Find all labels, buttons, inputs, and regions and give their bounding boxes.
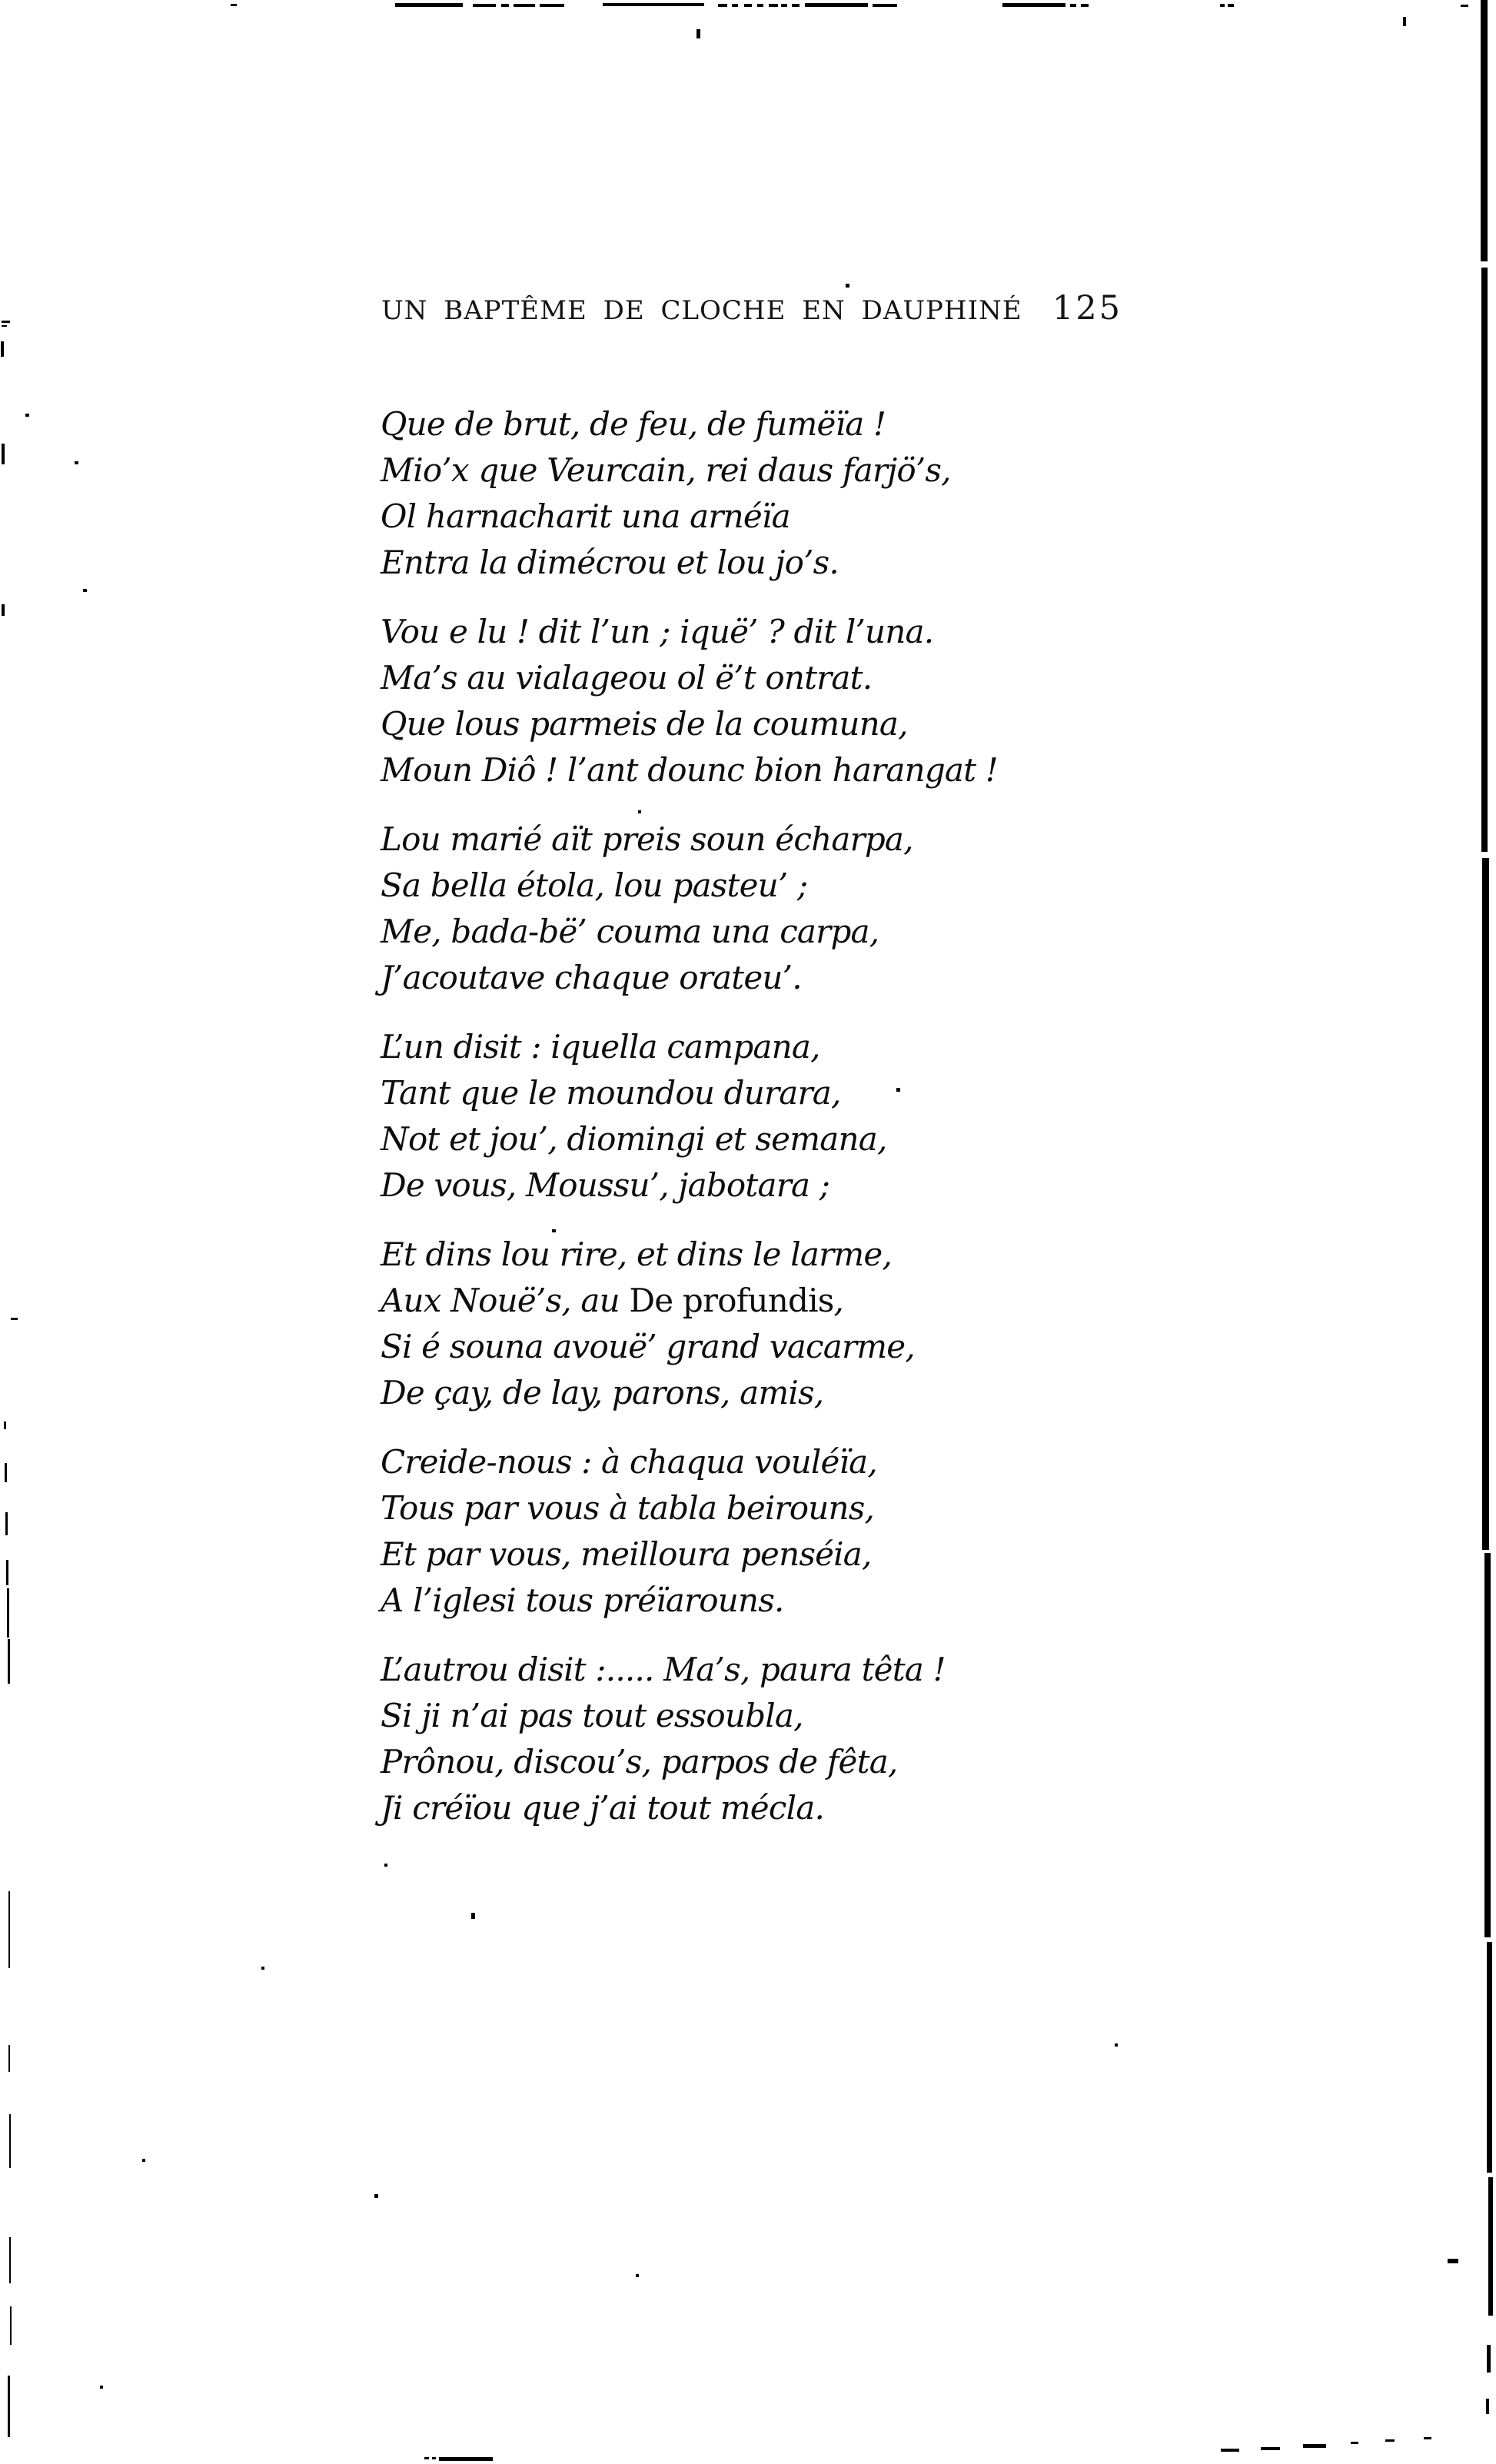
poem-line: Et par vous, meilloura penséia, — [381, 1535, 872, 1573]
poem-line: Entra la dimécrou et lou jo’s. — [381, 544, 839, 581]
poem-line: Que lous parmeis de la coumuna, — [381, 705, 908, 743]
stanza-5 — [381, 1232, 998, 1416]
stanza-1 — [381, 401, 998, 586]
stanza-3 — [381, 816, 998, 1001]
poem-line: De vous, Moussu’, jabotara ; — [381, 1166, 830, 1204]
poem-line: Ji créïou que j’ai tout mécla. — [381, 1789, 825, 1827]
poem-line: Sa bella étola, lou pasteu’ ; — [381, 866, 808, 904]
poem-line: Que de brut, de feu, de fumëïa ! — [381, 405, 886, 443]
poem-line: A l’iglesi tous préïarouns. — [381, 1581, 784, 1619]
poem-line: Moun Diô ! l’ant dounc bion harangat ! — [381, 751, 998, 789]
poem-line: L’un disit : iquella campana, — [381, 1028, 820, 1066]
poem-line-part: , — [833, 1282, 844, 1319]
poem-line: Tant que le moundou durara, — [381, 1074, 841, 1112]
poem-line: Et dins lou rire, et dins le larme, — [381, 1235, 893, 1273]
poem-line-part: Aux Nouë’s, au — [381, 1282, 630, 1319]
poem-line: Si ji n’ai pas tout essoubla, — [381, 1697, 803, 1734]
stanza-6 — [381, 1439, 998, 1624]
poem-line: Ma’s au vialageou ol ë’t ontrat. — [381, 659, 873, 697]
poem-line: J’acoutave chaque orateu’. — [381, 959, 802, 996]
poem-line: De çay, de lay, parons, amis, — [381, 1374, 824, 1412]
poem-line: Tous par vous à tabla beirouns, — [381, 1489, 875, 1527]
poem — [381, 401, 998, 1854]
poem-line: Si é souna avouë’ grand vacarme, — [381, 1328, 915, 1365]
poem-line: Prônou, discou’s, parpos de fêta, — [381, 1743, 898, 1781]
poem-line — [381, 1278, 998, 1324]
running-title: UN BAPTÊME DE CLOCHE EN DAUPHINÉ — [381, 295, 1022, 326]
poem-line: Me, bada-bë’ couma una carpa, — [381, 913, 879, 950]
latin-phrase: De profundis — [629, 1282, 834, 1319]
poem-line: Mio’x que Veurcain, rei daus farjö’s, — [381, 451, 951, 489]
poem-line: Ol harnacharit una arnéïa — [381, 497, 790, 535]
stanza-7 — [381, 1647, 998, 1831]
poem-line: Vou e lu ! dit l’un ; iquë’ ? dit l’una. — [381, 613, 934, 650]
stanza-4 — [381, 1024, 998, 1209]
poem-line: Not et jou’, diomingi et semana, — [381, 1120, 887, 1158]
poem-line: Creide-nous : à chaqua vouléïa, — [381, 1443, 877, 1481]
poem-line: L’autrou disit :..... Ma’s, paura têta ! — [381, 1651, 946, 1688]
page-number: 125 — [1052, 289, 1122, 328]
page-header — [381, 289, 1122, 328]
stanza-2 — [381, 609, 998, 793]
poem-line: Lou marié aït preis soun écharpa, — [381, 820, 913, 858]
